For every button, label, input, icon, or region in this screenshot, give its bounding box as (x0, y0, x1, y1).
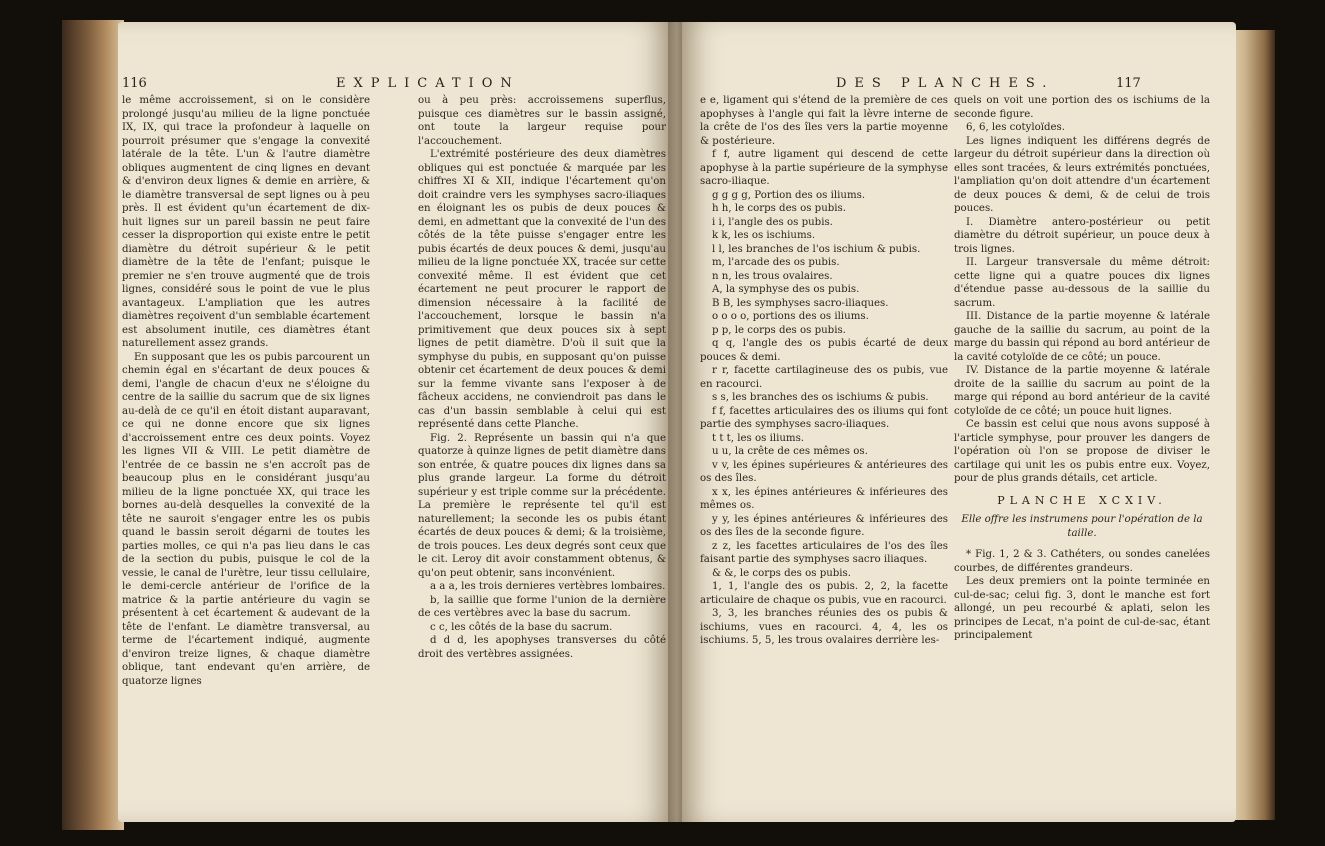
paragraph: I. Diamètre antero-postérieur ou petit diamètre du détroit supérieur, un pouce deux à trois lignes. (954, 216, 1210, 255)
paragraph: Les lignes indiquent les différens degrés de largeur du détroit supérieur dans la direction où elles sont tracées, & leurs extrémités ponctuées, l'ampliation qu'on doit attendre d'un écartement de deux pouces & demi, & de celui de trois pouces. (954, 135, 1210, 214)
paragraph: En supposant que les os pubis parcourent un chemin égal en s'écartant de deux pouces & demi, l'angle de chacun d'eux ne s'éloigne du centre de la saillie du sacrum que de six lignes au-delà de ce qu'il en étoit distant auparavant, ce qui ne donne encore que six lignes d'accroissement entre ces deux points. Voyez les lignes VII & VIII. Le petit diamètre de l'entrée de ce bassin ne s'en accroît pas de beaucoup plus en le considérant jusqu'au milieu de la ligne ponctuée XX, qui trace les bornes au-delà desquelles la convexité de la tête ne sauroit s'engager entre les os pubis quand le bassin seroit dégarni de toutes les parties molles, ce qui n'a pas lieu dans le cas de la section du pubis, puisque le col de la vessie, le canal de l'urètre, leur tissu cellulaire, le demi-cercle antérieur de l'orifice de la matrice & la partie antérieure du vagin se présentent à cet écartement & audevant de la tête de l'enfant. Le diamètre transversal, au terme de l'écartement indiqué, augmente d'environ treize lignes, & chaque diamètre oblique, tant endevant qu'en arrière, de quatorze lignes (122, 351, 370, 687)
legend-item: r r, facette cartilagineuse des os pubis, vue en racourci. (700, 365, 948, 390)
left-page (118, 22, 676, 822)
legend-item: q q, l'angle des os pubis écarté de deux pouces & demi. (700, 338, 948, 363)
paragraph: Ce bassin est celui que nous avons supposé à l'article symphyse, pour prouver les dangers de l'opération où l'on se propose de diviser le cartilage qui unit les os pubis entre eux. Voyez, pour de plus grands détails, cet article. (954, 419, 1210, 484)
paragraph: L'extrémité postérieure des deux diamètres obliques qui est ponctuée & marquée par les chiffres XI & XII, indique l'écartement qu'on doit craindre vers les symphyses sacro-iliaques en éloignant les os pubis de deux pouces & demi, en admettant que la convexité de l'un des côtés de la tête puisse s'engager entre les pubis écartés de deux pouces & demi, jusqu'au milieu de la ligne ponctuée XX, tracée sur cette convexité même. Il est évident que cet écartement ne peut procurer le rapport de dimension nécessaire à la facilité de l'accouchement, lorsque le bassin n'a primitivement que deux pouces six à sept lignes de petit diamètre. D'où il suit que la symphyse du pubis, en supposant qu'on puisse obtenir cet écartement de deux pouces & demi sur la femme vivante sans l'exposer à de fâcheux accidens, ne conviendroit pas dans le cas d'un bassin semblable à celui qui est représenté dans cette Planche. (418, 149, 666, 430)
right-column-1 (700, 94, 948, 648)
legend-item: n n, les trous ovalaires. (712, 270, 833, 282)
paragraph: * Fig. 1, 2 & 3. Cathéters, ou sondes canelées courbes, de différentes grandeurs. (954, 549, 1210, 574)
paragraph: le même accroissement, si on le considère prolongé jusqu'au milieu de la ligne ponctuée IX, IX, qui trace la profondeur à laquelle on pourroit présumer que s'engage la convexité latérale de la tête. L'un & l'autre diamètre obliques augmentent de cinq lignes en devant & d'environ deux lignes & demie en arrière, & le diamètre transversal de sept lignes ou à peu près. Il est évident qu'un écartement de dix-huit lignes sur un pareil bassin ne peut faire cesser la disproportion qui existe entre le petit diamètre du détroit supérieur & le petit diamètre de la tête de l'enfant; puisque le premier ne s'en trouve augmenté que de trois lignes, considéré sous le point de vue le plus avantageux. L'ampliation que les autres diamètres reçoivent d'un semblable écartement est absolument inutile, ces diamètres étant naturellement assez grands. (122, 95, 370, 349)
legend-item: k k, les os ischiums. (712, 230, 816, 241)
legend-item: x x, les épines antérieures & inférieures des mêmes os. (700, 486, 948, 511)
legend-item: 1, 1, l'angle des os pubis. 2, 2, la facette articulaire de chaque os pubis, vue en racourci. (700, 581, 948, 606)
book-gutter (668, 22, 682, 822)
legend-item: a a a, les trois dernieres vertèbres lombaires. (430, 581, 666, 592)
paragraph: III. Distance de la partie moyenne & latérale gauche de la saillie du sacrum, au point de la marge du bassin qui répond au bord antérieur de la cavité cotyloïde de ce côté; un pouce. (954, 311, 1210, 363)
plate-subtitle: Elle offre les instrumens pour l'opération de la taille. (961, 514, 1203, 539)
legend-item: m, l'arcade des os pubis. (712, 257, 840, 268)
legend-item: z z, les facettes articulaires de l'os des îles faisant partie des symphyses sacro iliaques. (700, 540, 948, 565)
legend-item: o o o o, portions des os iliums. (712, 311, 869, 322)
legend-item: y y, les épines antérieures & inférieures des os des îles de la seconde figure. (700, 513, 948, 538)
legend-item: t t t, les os iliums. (712, 432, 805, 444)
legend-item: A, la symphyse des os pubis. (712, 284, 860, 295)
paragraph: IV. Distance de la partie moyenne & latérale droite de la saillie du sacrum au point de la marge qui répond au bord antérieur de la cavité cotyloïde de ce côté; un pouce huit lignes. (954, 365, 1210, 417)
left-running-head: EXPLICATION (336, 76, 520, 91)
right-column-2 (954, 94, 1210, 643)
legend-item: e e, ligament qui s'étend de la première de ces apophyses à l'angle qui fait la lèvre interne de la crête de l'os des îles vers la partie moyenne & postérieure. (700, 95, 948, 147)
right-page (676, 22, 1236, 822)
paragraph: II. Largeur transversale du même détroit: cette ligne qui a quatre pouces dix lignes d'étendue passe au-dessous de la saillie du sacrum. (954, 257, 1210, 309)
legend-item: b, la saillie que forme l'union de la dernière de ces vertèbres avec la base du sacrum. (418, 594, 666, 619)
legend-item: s s, les branches des os ischiums & pubis. (712, 392, 929, 403)
right-page-number: 117 (1116, 76, 1141, 91)
paragraph: Les deux premiers ont la pointe terminée en cul-de-sac; celui fig. 3, dont le manche est fort allongé, un peu recourbé & aplati, selon les principes de Lecat, n'a point de cul-de-sac, étant principalement (954, 576, 1210, 641)
legend-item: g g g g, Portion des os iliums. (712, 189, 866, 201)
legend-item: 6, 6, les cotyloïdes. (966, 122, 1066, 133)
left-page-edges (62, 20, 124, 830)
plate-heading: PLANCHE XCXIV. (997, 493, 1167, 507)
legend-item: f f, facettes articulaires des os iliums qui font partie des symphyses sacro-iliaques. (700, 405, 948, 430)
legend-item: p p, le corps des os pubis. (712, 324, 846, 336)
legend-item: v v, les épines supérieures & antérieures des os des îles. (700, 459, 948, 484)
legend-item: d d d, les apophyses transverses du côté droit des vertèbres assignées. (418, 635, 666, 660)
legend-item: 3, 3, les branches réunies des os pubis & ischiums, vues en racourci. 4, 4, les os ischiums. 5, 5, les trous ovalaires derrière les- (700, 608, 948, 646)
legend-item: B B, les symphyses sacro-iliaques. (712, 297, 889, 309)
legend-item: l l, les branches de l'os ischium & pubis. (712, 243, 921, 255)
left-page-number: 116 (122, 76, 147, 91)
left-column-1 (122, 94, 370, 688)
legend-item: c c, les côtés de la base du sacrum. (430, 621, 613, 633)
legend-item: i i, l'angle des os pubis. (712, 216, 833, 228)
paragraph: ou à peu près: accroissemens superflus, puisque ces diamètres sur le bassin assigné, ont toute la largeur requise pour l'accouchement. (418, 95, 666, 147)
legend-item: u u, la crête de ces mêmes os. (712, 446, 868, 457)
right-running-head: DES PLANCHES. (836, 76, 1055, 91)
left-column-2 (418, 94, 666, 661)
legend-item: f f, autre ligament qui descend de cette apophyse à la partie supérieure de la symphyse sacro-iliaque. (700, 149, 948, 187)
paragraph: Fig. 2. Représente un bassin qui n'a que quatorze à quinze lignes de petit diamètre dans son entrée, & quatre pouces dix lignes dans sa plus grande largeur. La forme du détroit supérieur y est triple comme sur la précédente. La première le représente tel qu'il est naturellement; la seconde les os pubis étant écartés de deux pouces & demi; & la troisième, de trois pouces. Les deux degrés sont ceux que le cit. Leroy dit avoir constamment obtenus, & qu'on peut obtenir, sans inconvénient. (418, 432, 666, 579)
legend-item: h h, le corps des os pubis. (712, 203, 847, 214)
legend-item: & &, le corps des os pubis. (712, 567, 852, 579)
paragraph: quels on voit une portion des os ischiums de la seconde figure. (954, 95, 1210, 120)
